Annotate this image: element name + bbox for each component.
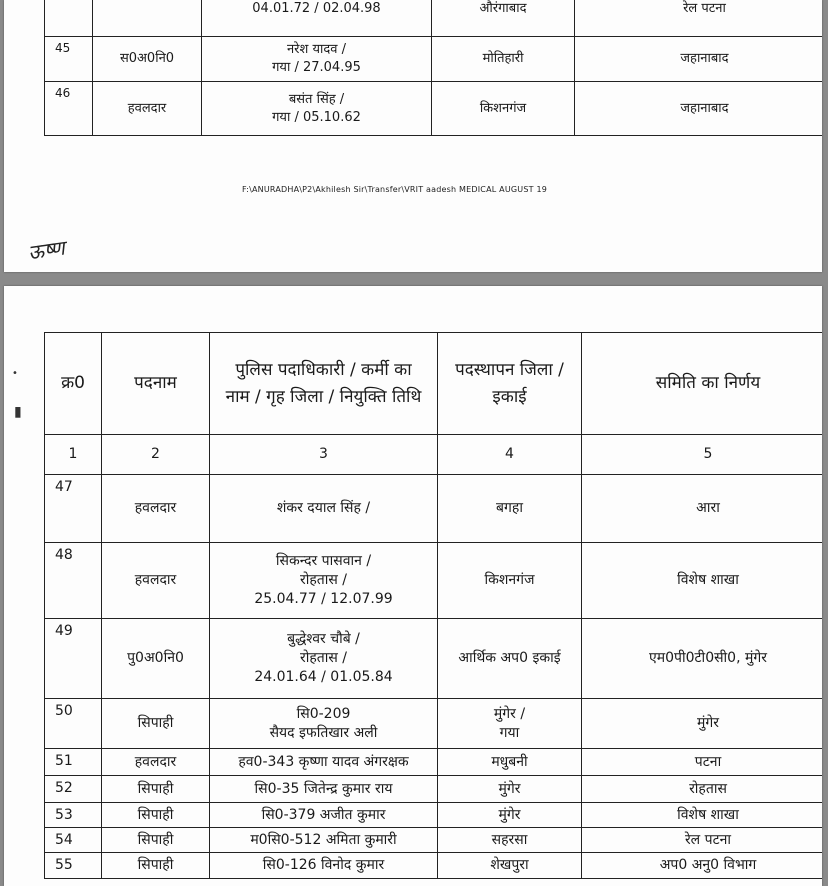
name-cell: नरेश यादव / गया / 27.04.95 xyxy=(202,37,432,82)
name-cell: सि0-209 सैयद इफतिखार अली xyxy=(210,699,438,749)
table-row xyxy=(45,828,823,853)
decision-cell: जहानाबाद xyxy=(575,37,823,82)
table-row xyxy=(45,0,823,37)
table-row xyxy=(45,82,823,136)
name-cell: सि0-126 विनोद कुमार xyxy=(210,853,438,879)
rank-cell: स0अ0नि0 xyxy=(93,37,202,82)
transfer-table-page-1 xyxy=(44,0,822,136)
name-cell: म0सि0-512 अमिता कुमारी xyxy=(210,828,438,853)
table-row xyxy=(45,803,823,828)
name-cell: बुद्धेश्वर चौबे / रोहतास / 24.01.64 / 01.05.84 xyxy=(210,619,438,699)
margin-mark-icon: ▮ xyxy=(14,404,22,420)
table-row xyxy=(45,776,823,803)
rank-cell: हवलदार xyxy=(102,475,210,543)
table-row xyxy=(45,543,823,619)
serial-number: 46 xyxy=(45,82,93,136)
header-name: पुलिस पदाधिकारी / कर्मी का नाम / गृह जिला / नियुक्ति तिथि xyxy=(210,333,438,435)
serial-number: 45 xyxy=(45,37,93,82)
table-row xyxy=(45,853,823,879)
transfer-table-page-2 xyxy=(44,332,822,879)
table-row xyxy=(45,699,823,749)
decision-cell: पटना xyxy=(582,749,823,776)
name-cell: सि0-35 जितेन्द्र कुमार राय xyxy=(210,776,438,803)
serial-number: 47 xyxy=(45,475,102,543)
rank-cell: पु0अ0नि0 xyxy=(102,619,210,699)
handwritten-signature: ऊष्ण xyxy=(26,235,67,265)
header-decision: समिति का निर्णय xyxy=(582,333,823,435)
posting-cell: सहरसा xyxy=(438,828,582,853)
serial-number: 49 xyxy=(45,619,102,699)
posting-cell: किशनगंज xyxy=(432,82,575,136)
document-page-1 xyxy=(4,0,822,272)
header-posting: पदस्थापन जिला / इकाई xyxy=(438,333,582,435)
posting-cell: बगहा xyxy=(438,475,582,543)
name-cell: सि0-379 अजीत कुमार xyxy=(210,803,438,828)
decision-cell: एम0पी0टी0सी0, मुंगेर xyxy=(582,619,823,699)
decision-cell: विशेष शाखा xyxy=(582,803,823,828)
table-row xyxy=(45,37,823,82)
rank-cell: सिपाही xyxy=(102,853,210,879)
serial-number: 52 xyxy=(45,776,102,803)
serial-number: 51 xyxy=(45,749,102,776)
posting-cell: मोतिहारी xyxy=(432,37,575,82)
rank-cell: हवलदार xyxy=(102,543,210,619)
rank-cell: सिपाही xyxy=(102,776,210,803)
posting-cell: आर्थिक अप0 इकाई xyxy=(438,619,582,699)
name-cell: सिकन्दर पासवान / रोहतास / 25.04.77 / 12.07.99 xyxy=(210,543,438,619)
posting-cell: मुंगेर xyxy=(438,803,582,828)
decision-cell: मुंगेर xyxy=(582,699,823,749)
margin-mark-icon: • xyxy=(12,368,18,379)
posting-cell: मधुबनी xyxy=(438,749,582,776)
rank-cell: सिपाही xyxy=(102,803,210,828)
serial-number: 55 xyxy=(45,853,102,879)
table-header-row xyxy=(45,333,823,435)
posting-cell: शेखपुरा xyxy=(438,853,582,879)
name-cell: हव0-343 कृष्णा यादव अंगरक्षक xyxy=(210,749,438,776)
header-rank: पदनाम xyxy=(102,333,210,435)
rank-cell: हवलदार xyxy=(93,82,202,136)
name-cell: शंकर दयाल सिंह / xyxy=(210,475,438,543)
rank-cell: सिपाही xyxy=(102,828,210,853)
posting-cell: औरंगाबाद xyxy=(432,0,575,37)
posting-cell: मुंगेर xyxy=(438,776,582,803)
name-cell: बसंत सिंह / गया / 05.10.62 xyxy=(202,82,432,136)
column-index-row: 1 2 3 4 5 xyxy=(45,435,823,475)
document-page-2 xyxy=(4,286,822,886)
name-cell: 04.01.72 / 02.04.98 xyxy=(202,0,432,37)
file-path-footer: F:\ANURADHA\P2\Akhilesh Sir\Transfer\VRIT aadesh MEDICAL AUGUST 19 xyxy=(242,185,548,194)
decision-cell: रोहतास xyxy=(582,776,823,803)
decision-cell: जहानाबाद xyxy=(575,82,823,136)
serial-number: 48 xyxy=(45,543,102,619)
rank-cell xyxy=(93,0,202,37)
serial-number: 50 xyxy=(45,699,102,749)
table-row xyxy=(45,749,823,776)
serial-number xyxy=(45,0,93,37)
decision-cell: रेल पटना xyxy=(582,828,823,853)
rank-cell: सिपाही xyxy=(102,699,210,749)
posting-cell: किशनगंज xyxy=(438,543,582,619)
rank-cell: हवलदार xyxy=(102,749,210,776)
decision-cell: अप0 अनु0 विभाग xyxy=(582,853,823,879)
header-serial: क्र0 xyxy=(45,333,102,435)
serial-number: 53 xyxy=(45,803,102,828)
decision-cell: रेल पटना xyxy=(575,0,823,37)
table-row xyxy=(45,475,823,543)
table-row xyxy=(45,619,823,699)
posting-cell: मुंगेर / गया xyxy=(438,699,582,749)
decision-cell: आरा xyxy=(582,475,823,543)
decision-cell: विशेष शाखा xyxy=(582,543,823,619)
serial-number: 54 xyxy=(45,828,102,853)
